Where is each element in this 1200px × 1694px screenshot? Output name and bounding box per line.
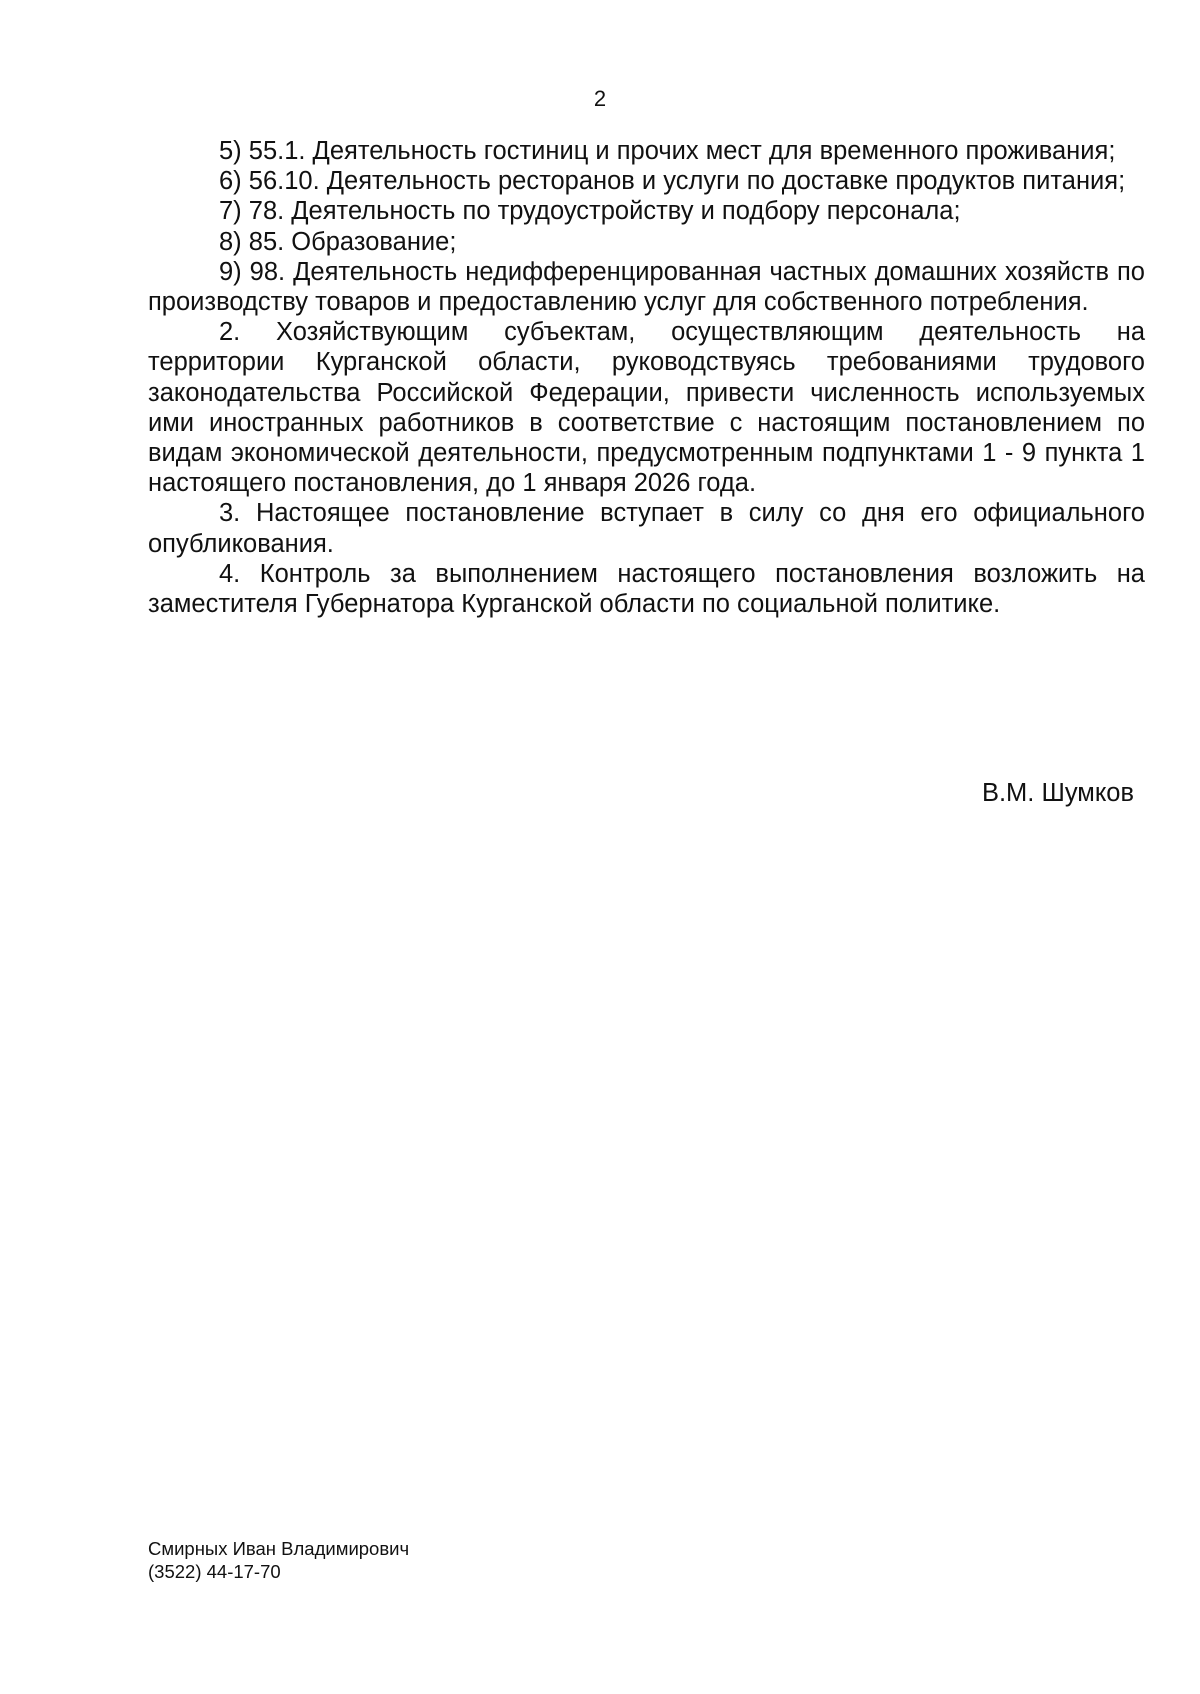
clause-4: 4. Контроль за выполнением настоящего постановления возложить на заместителя Губернатора Курганской области по социальной политике. [148, 559, 1145, 619]
executor-name: Смирных Иван Владимирович [148, 1538, 410, 1559]
page-number: 2 [593, 86, 607, 111]
list-item-8: 8) 85. Образование; [219, 227, 457, 256]
clause-2: 2. Хозяйствующим субъектам, осуществляющим деятельность на территории Курганской области, руководствуясь требованиями трудового законодательства Российской Федерации, привести численность используемых ими иностранных работников в соответствие с настоящим постановлением по видам экономической деятельности, предусмотренным подпунктами 1 - 9 пункта 1 настоящего постановления, до 1 января 2026 года. [148, 318, 1145, 498]
list-item-7: 7) 78. Деятельность по трудоустройству и подбору персонала; [219, 197, 961, 226]
list-item-6: 6) 56.10. Деятельность ресторанов и услуги по доставке продуктов питания; [219, 167, 1126, 196]
signature-name: В.М. Шумков [981, 779, 1134, 807]
executor-block [148, 1537, 409, 1583]
document-body [148, 136, 1145, 619]
executor-phone: (3522) 44-17-70 [148, 1561, 281, 1582]
clause-3: 3. Настоящее постановление вступает в силу со дня его официального опубликования. [148, 499, 1145, 558]
list-item-5: 5) 55.1. Деятельность гостиниц и прочих мест для временного проживания; [219, 137, 1116, 165]
list-item-9: 9) 98. Деятельность недифференцированная частных домашних хозяйств по производству товаров и предоставлению услуг для собственного потребления. [148, 257, 1145, 317]
